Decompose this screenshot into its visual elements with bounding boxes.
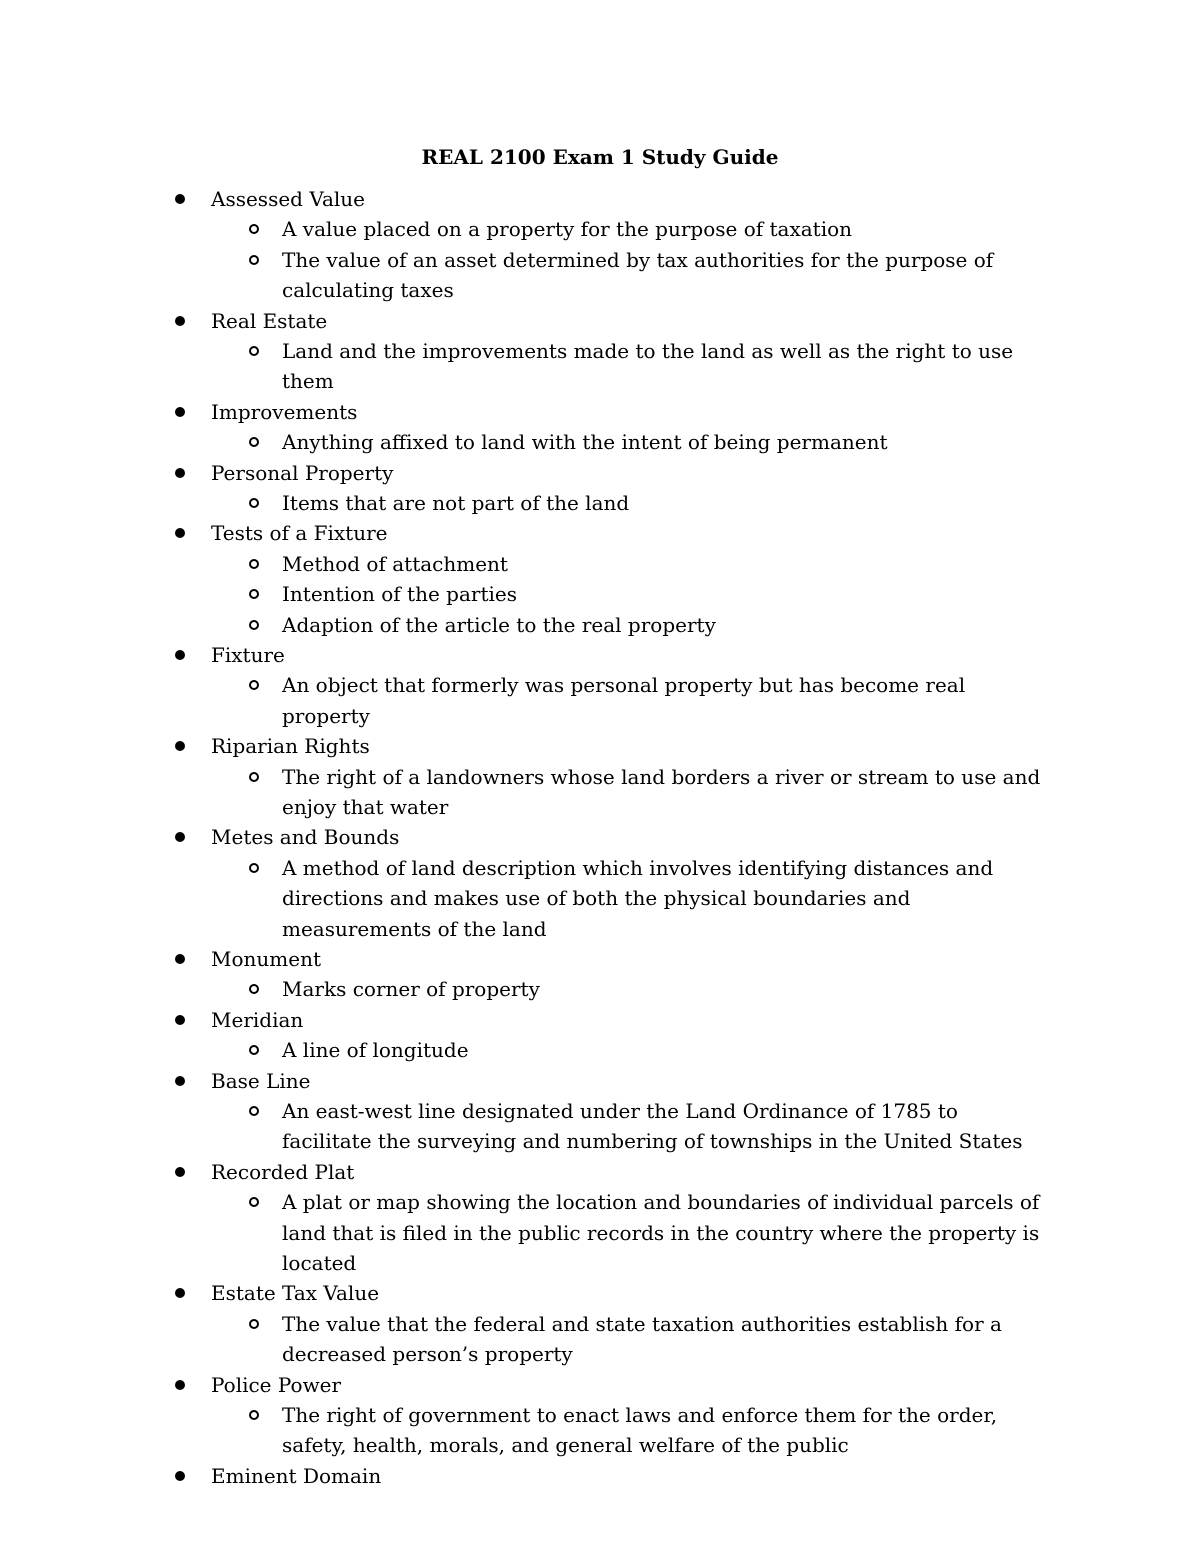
definition-list: [0, 1187, 1200, 1278]
definition-list: [0, 670, 1200, 731]
bullet-dot-icon: [175, 1380, 185, 1390]
term-item: [0, 306, 1200, 397]
definition-list: [0, 488, 1200, 518]
definition-list: [0, 1400, 1200, 1461]
definition-list: [0, 427, 1200, 457]
bullet-dot-icon: [175, 741, 185, 751]
bullet-dot-icon: [175, 650, 185, 660]
term-label: Improvements: [211, 399, 358, 424]
definition-text: A line of longitude: [282, 1038, 469, 1063]
term-label: Eminent Domain: [211, 1463, 382, 1488]
bullet-circle-icon: [249, 346, 259, 356]
term-row: [0, 306, 1200, 336]
term-label: Real Estate: [211, 308, 328, 333]
definition-item: [0, 1035, 1052, 1065]
definition-text: Adaption of the article to the real property: [282, 612, 716, 637]
term-row: [0, 458, 1200, 488]
definition-item: [0, 214, 1052, 244]
definition-item: [0, 579, 1052, 609]
bullet-circle-icon: [249, 984, 259, 994]
term-label: Recorded Plat: [211, 1159, 355, 1184]
page-title: REAL 2100 Exam 1 Study Guide: [421, 145, 779, 169]
bullet-dot-icon: [175, 528, 185, 538]
term-row: [0, 731, 1200, 761]
term-label: Police Power: [211, 1372, 342, 1397]
term-row: [0, 822, 1200, 852]
definition-list: [0, 549, 1200, 640]
term-label: Riparian Rights: [211, 734, 370, 759]
term-row: [0, 1370, 1200, 1400]
term-row: [0, 1461, 1200, 1491]
term-item: [0, 731, 1200, 822]
definition-text: The value of an asset determined by tax authorities for the purpose of calculating taxes: [282, 247, 994, 303]
definition-list: [0, 974, 1200, 1004]
bullet-dot-icon: [175, 832, 185, 842]
bullet-circle-icon: [249, 1197, 259, 1207]
bullet-dot-icon: [175, 954, 185, 964]
bullet-circle-icon: [249, 437, 259, 447]
bullet-dot-icon: [175, 1076, 185, 1086]
term-item: [0, 1066, 1200, 1157]
term-row: [0, 640, 1200, 670]
term-label: Fixture: [211, 643, 285, 668]
term-item: [0, 1157, 1200, 1279]
term-row: [0, 518, 1200, 548]
definition-list: [0, 336, 1200, 397]
definition-item: [0, 549, 1052, 579]
definition-item: [0, 1187, 1052, 1278]
definition-list: [0, 853, 1200, 944]
definition-item: [0, 974, 1052, 1004]
term-label: Meridian: [211, 1007, 304, 1032]
term-row: [0, 944, 1200, 974]
definition-text: Land and the improvements made to the land as well as the right to use them: [282, 339, 1014, 394]
definition-text: A plat or map showing the location and boundaries of individual parcels of land that is filed in the public records in the country where the property is located: [282, 1190, 1040, 1276]
term-item: [0, 1005, 1200, 1066]
term-item: [0, 944, 1200, 1005]
definition-item: [0, 610, 1052, 640]
definition-text: Anything affixed to land with the intent of being permanent: [282, 430, 888, 455]
definition-text: Method of attachment: [282, 551, 508, 576]
definition-text: Marks corner of property: [282, 977, 540, 1002]
term-label: Personal Property: [211, 460, 394, 485]
term-label: Assessed Value: [211, 187, 365, 211]
term-row: [0, 184, 1200, 214]
term-item: [0, 397, 1200, 458]
definition-text: A method of land description which involves identifying distances and directions and makes use of both the physical boundaries and measurements of the land: [282, 855, 994, 941]
definition-item: [0, 853, 1052, 944]
bullet-circle-icon: [249, 498, 259, 508]
term-label: Tests of a Fixture: [211, 521, 388, 546]
definition-item: [0, 1096, 1052, 1157]
definition-list: [0, 214, 1200, 305]
definition-list: [0, 1309, 1200, 1370]
term-label: Monument: [211, 947, 321, 972]
bullet-circle-icon: [249, 1106, 259, 1116]
bullet-circle-icon: [249, 255, 259, 265]
term-item: [0, 1278, 1200, 1369]
term-item: [0, 184, 1200, 306]
definition-item: [0, 427, 1052, 457]
definition-item: [0, 488, 1052, 518]
bullet-dot-icon: [175, 1015, 185, 1025]
definition-text: Intention of the parties: [282, 582, 517, 607]
bullet-circle-icon: [249, 559, 259, 569]
term-label: Base Line: [211, 1068, 311, 1093]
term-item: [0, 1461, 1200, 1491]
bullet-dot-icon: [175, 316, 185, 326]
term-row: [0, 397, 1200, 427]
term-label: Estate Tax Value: [211, 1281, 380, 1306]
term-item: [0, 458, 1200, 519]
bullet-dot-icon: [175, 468, 185, 478]
term-list: [0, 184, 1200, 1491]
definition-text: Items that are not part of the land: [282, 491, 630, 515]
term-row: [0, 1157, 1200, 1187]
bullet-circle-icon: [249, 772, 259, 782]
term-item: [0, 822, 1200, 944]
definition-item: [0, 1309, 1052, 1370]
bullet-dot-icon: [175, 407, 185, 417]
bullet-dot-icon: [175, 1167, 185, 1177]
definition-item: [0, 670, 1052, 731]
term-item: [0, 640, 1200, 731]
bullet-circle-icon: [249, 680, 259, 690]
bullet-circle-icon: [249, 589, 259, 599]
bullet-circle-icon: [249, 620, 259, 630]
definition-text: An east-west line designated under the Land Ordinance of 1785 to facilitate the surveying and numbering of townships in the United States: [282, 1099, 1023, 1154]
definition-list: [0, 762, 1200, 823]
definition-item: [0, 1400, 1052, 1461]
definition-item: [0, 762, 1052, 823]
definition-item: [0, 336, 1052, 397]
term-row: [0, 1278, 1200, 1308]
term-item: [0, 518, 1200, 640]
bullet-circle-icon: [249, 1319, 259, 1329]
definition-item: [0, 245, 1052, 306]
bullet-circle-icon: [249, 1410, 259, 1420]
bullet-dot-icon: [175, 194, 185, 204]
term-label: Metes and Bounds: [211, 825, 400, 850]
definition-text: The right of a landowners whose land borders a river or stream to use and enjoy that water: [282, 764, 1041, 820]
definition-list: [0, 1096, 1200, 1157]
definition-list: [0, 1035, 1200, 1065]
definition-text: The value that the federal and state taxation authorities establish for a decreased person’s property: [282, 1311, 1002, 1367]
bullet-dot-icon: [175, 1288, 185, 1298]
term-row: [0, 1005, 1200, 1035]
term-item: [0, 1370, 1200, 1461]
bullet-circle-icon: [249, 224, 259, 234]
bullet-circle-icon: [249, 863, 259, 873]
definition-text: An object that formerly was personal property but has become real property: [282, 673, 966, 728]
definition-text: The right of government to enact laws and enforce them for the order, safety, health, morals, and general welfare of the public: [282, 1403, 998, 1458]
definition-text: A value placed on a property for the purpose of taxation: [282, 217, 853, 242]
bullet-circle-icon: [249, 1045, 259, 1055]
bullet-dot-icon: [175, 1471, 185, 1481]
term-row: [0, 1066, 1200, 1096]
